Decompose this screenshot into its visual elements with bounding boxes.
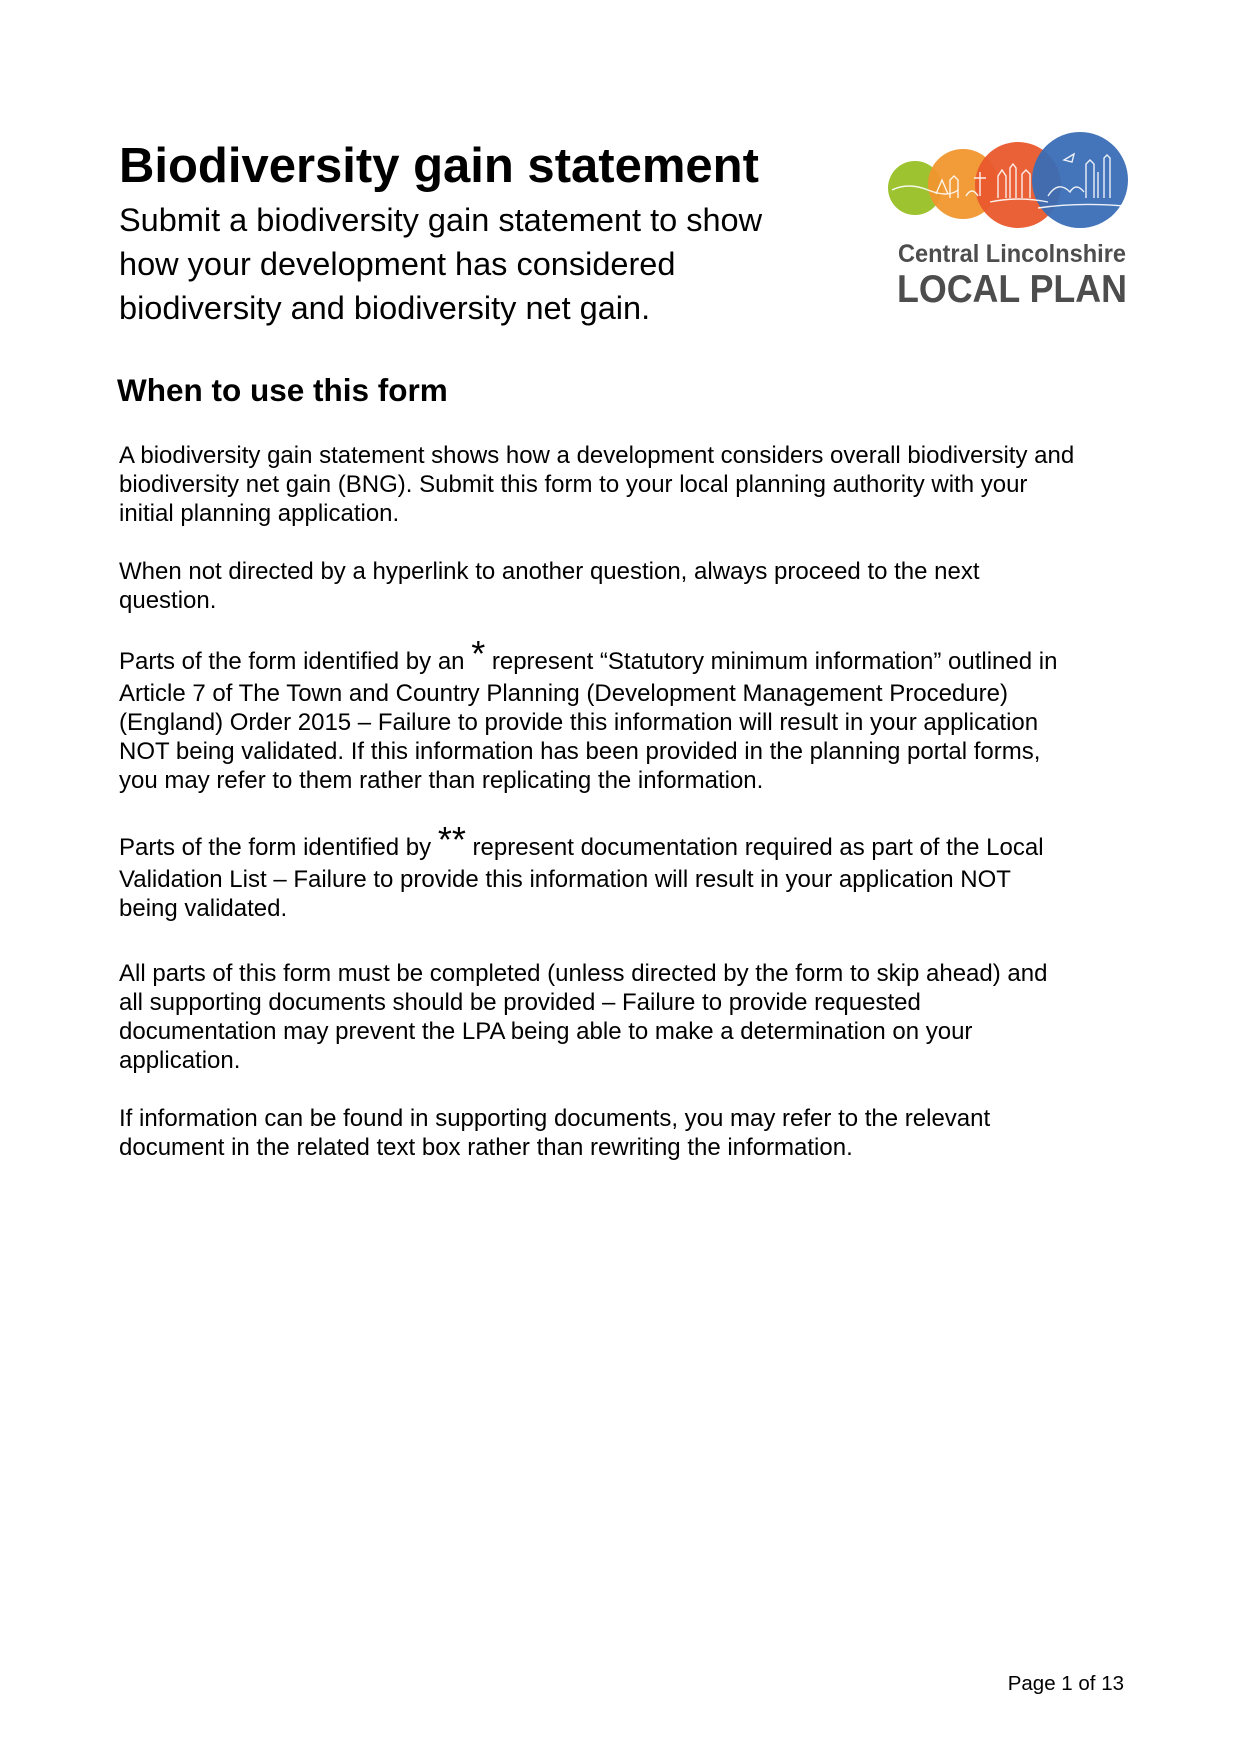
paragraph-line (119, 819, 1129, 865)
paragraph-line: When not directed by a hyperlink to another question, always proceed to the next (119, 558, 980, 585)
completion-paragraph (119, 959, 1129, 1075)
subtitle-line: biodiversity and biodiversity net gain. (119, 290, 651, 326)
page-number: Page 1 of 13 (1007, 1672, 1124, 1695)
logo-line-2: LOCAL PLAN (897, 268, 1127, 311)
paragraph-line: Article 7 of The Town and Country Planning (Development Management Procedure) (119, 680, 1008, 707)
page-subtitle (119, 198, 819, 330)
text-run: represent documentation required as part of the Local (465, 834, 1044, 861)
supporting-documents-paragraph (119, 1104, 1129, 1162)
paragraph-line: document in the related text box rather than rewriting the information. (119, 1134, 853, 1161)
paragraph-line: documentation may prevent the LPA being able to make a determination on your (119, 1018, 973, 1045)
page-title: Biodiversity gain statement (119, 139, 759, 193)
intro-paragraph (119, 441, 1129, 528)
subtitle-line: Submit a biodiversity gain statement to show (119, 202, 763, 238)
paragraph-line: (England) Order 2015 – Failure to provide this information will result in your application (119, 709, 1039, 736)
local-validation-paragraph (119, 819, 1129, 923)
subtitle-line: how your development has considered (119, 246, 676, 282)
navigation-paragraph (119, 557, 1129, 615)
paragraph-line: biodiversity net gain (BNG). Submit this form to your local planning authority with your (119, 471, 1028, 498)
paragraph-line (119, 633, 1129, 679)
text-run: Parts of the form identified by an (119, 648, 472, 675)
text-run: represent “Statutory minimum information” outlined in (485, 648, 1058, 675)
paragraph-line: you may refer to them rather than replicating the information. (119, 767, 764, 794)
paragraph-line: A biodiversity gain statement shows how a development considers overall biodiversity and (119, 442, 1075, 469)
paragraph-line: All parts of this form must be completed (unless directed by the form to skip ahead) and (119, 960, 1048, 987)
paragraph-line: being validated. (119, 895, 288, 922)
single-asterisk-marker: * (471, 633, 486, 674)
central-lincolnshire-logo (888, 132, 1144, 312)
paragraph-line: NOT being validated. If this information has been provided in the planning portal forms, (119, 738, 1041, 765)
paragraph-line: question. (119, 587, 217, 614)
paragraph-line: If information can be found in supporting documents, you may refer to the relevant (119, 1105, 991, 1132)
paragraph-line: initial planning application. (119, 500, 400, 527)
section-heading: When to use this form (117, 372, 448, 408)
text-run: Parts of the form identified by (119, 834, 438, 861)
statutory-info-paragraph (119, 633, 1129, 795)
paragraph-line: application. (119, 1047, 241, 1074)
double-asterisk-marker: ** (437, 819, 466, 860)
paragraph-line: Validation List – Failure to provide this information will result in your application NOT (119, 866, 1011, 893)
paragraph-line: all supporting documents should be provided – Failure to provide requested (119, 989, 921, 1016)
logo-line-1: Central Lincolnshire (898, 240, 1127, 268)
logo-circle-blue (1032, 132, 1128, 228)
